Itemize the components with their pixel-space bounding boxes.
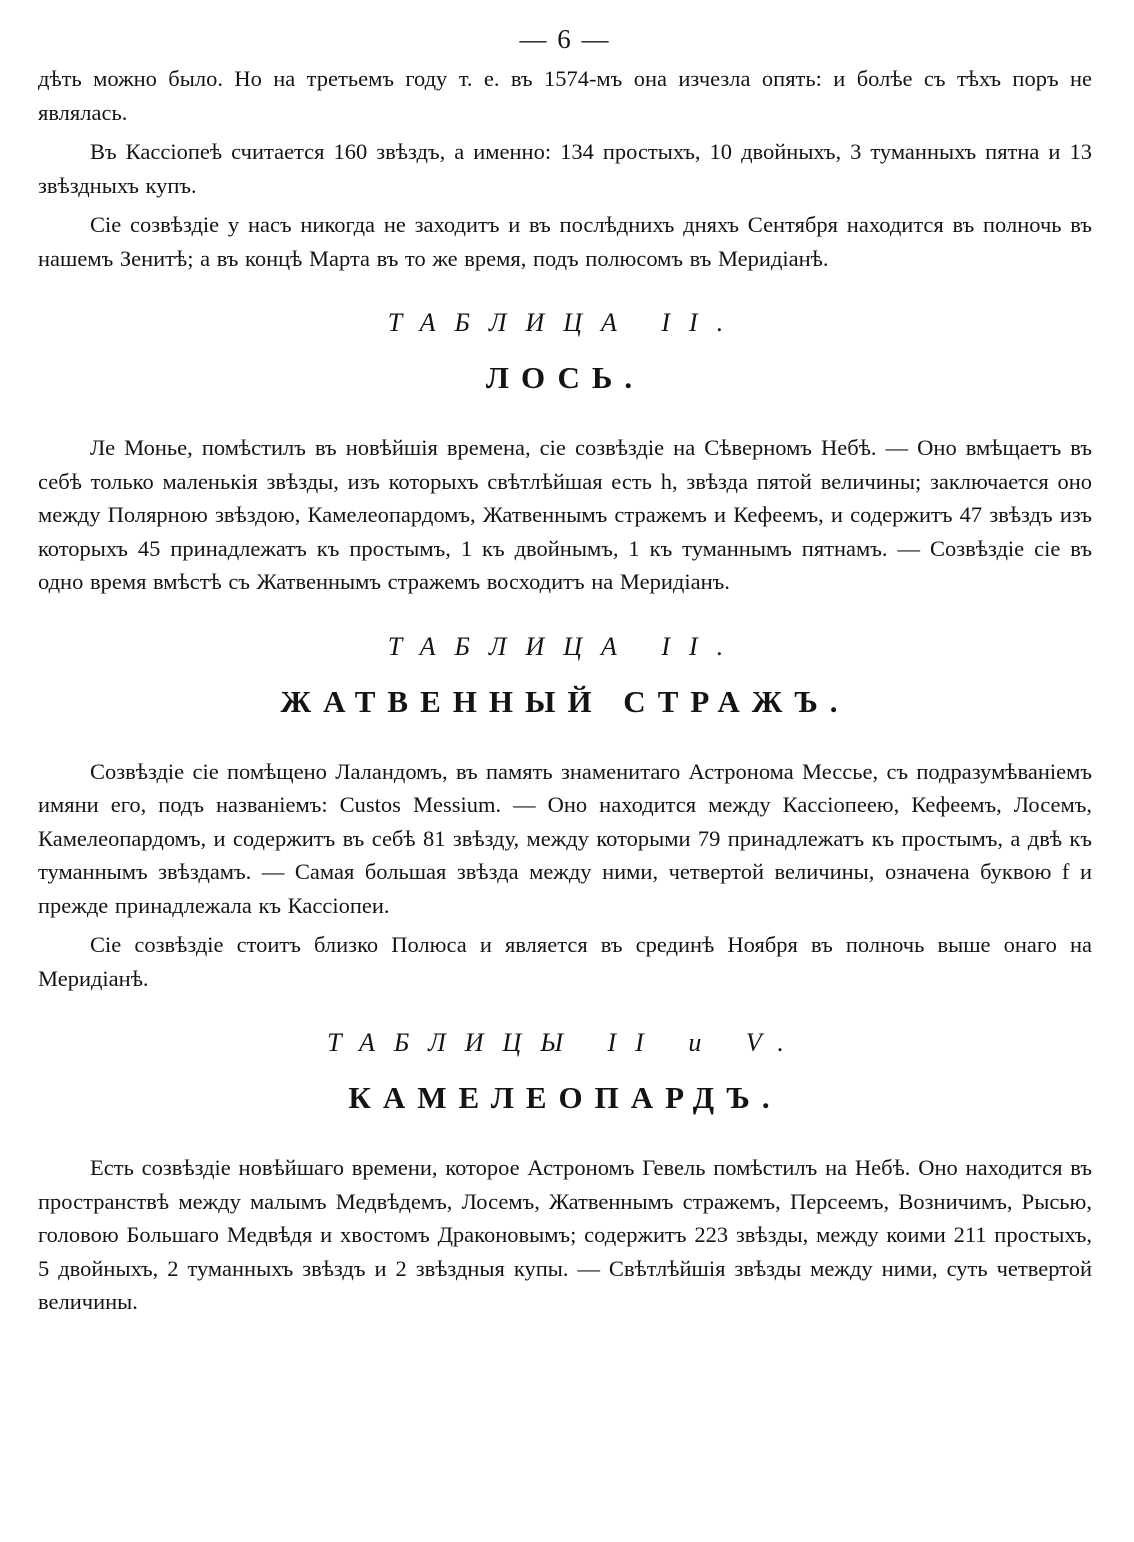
table-heading: ТАБЛИЦА II. xyxy=(387,631,743,661)
paragraph: Въ Кассіопеѣ считается 160 звѣздъ, а именно: 134 простыхъ, 10 двойныхъ, 3 туманныхъ пятна и 13 звѣздныхъ купъ. xyxy=(38,139,1092,198)
paragraph: Созвѣздіе сіе помѣщено Лаландомъ, въ память знаменитаго Астронома Мессье, съ подразумѣваніемъ имяни его, подъ названіемъ: Custos Messium. — Оно находится между Кассіопеею, Кефеемъ, Лосемъ, Камелеопардомъ, и содержитъ въ себѣ 81 звѣзду, между которыми 79 принадлежатъ къ простымъ, а двѣ къ туманнымъ звѣздамъ. — Самая большая звѣзда между ними, четвертой величины, означена буквою f и прежде принадлежала къ Кассіопеи. xyxy=(38,758,1092,918)
section-harvest-keeper xyxy=(38,627,1092,996)
constellation-name: КАМЕЛЕОПАРДЪ. xyxy=(348,1080,782,1115)
paragraph: Ле Монье, помѣстилъ въ новѣйшія времена, сіе созвѣздіе на Сѣверномъ Небѣ. — Оно вмѣщаетъ въ себѣ только маленькія звѣзды, изъ которыхъ свѣтлѣйшая есть h, звѣзда пятой величины; заключается оно между Полярною звѣздою, Камелеопардомъ, Жатвеннымъ стражемъ и Кефеемъ, и содержитъ 47 звѣздъ изъ которыхъ 45 принадлежатъ къ простымъ, 1 къ двойнымъ, 1 къ туманнымъ пятнамъ. — Созвѣздіе сіе въ одно время вмѣстѣ съ Жатвеннымъ стражемъ восходитъ на Меридіанъ. xyxy=(38,435,1092,594)
table-heading: ТАБЛИЦЫ II и V. xyxy=(327,1028,803,1057)
paragraph: Есть созвѣздіе новѣйшаго времени, которое Астрономъ Гевель помѣстилъ на Небѣ. Оно находится въ пространствѣ между малымъ Медвѣдемъ, Лосемъ, Жатвеннымъ стражемъ, Персеемъ, Возничимъ, Рысью, головою Большаго Медвѣдя и хвостомъ Драконовымъ; содержитъ 223 звѣзды, между коими 211 простыхъ, 5 двойныхъ, 2 туманныхъ звѣздъ и 2 звѣздныя купы. — Свѣтлѣйшія звѣзды между ними, суть четвертой величины. xyxy=(38,1155,1092,1314)
table-heading: ТАБЛИЦА II. xyxy=(387,308,743,337)
section-elk xyxy=(38,303,1092,599)
constellation-name: ЖАТВЕННЫЙ СТРАЖЪ. xyxy=(280,683,850,719)
document-page xyxy=(38,22,1092,1522)
paragraph: Сіе созвѣздіе у насъ никогда не заходитъ и въ послѣднихъ дняхъ Сентября находится въ полночь въ нашемъ Зенитѣ; а въ концѣ Марта въ то же время, подъ полюсомъ въ Меридіанѣ. xyxy=(38,212,1092,271)
section-cassiopeia-end xyxy=(38,62,1092,275)
section-camelopardalis xyxy=(38,1023,1092,1319)
paragraph: дѣть можно было. Но на третьемъ году т. е. въ 1574-мъ она изчезла опять: и болѣе съ тѣхъ поръ не являлась. xyxy=(38,66,1092,125)
paragraph: Сіе созвѣздіе стоитъ близко Полюса и является въ срединѣ Ноября въ полночь выше онаго на Меридіанѣ. xyxy=(38,932,1092,991)
constellation-name: ЛОСЬ. xyxy=(485,360,645,395)
page-number: — 6 — xyxy=(519,24,611,54)
